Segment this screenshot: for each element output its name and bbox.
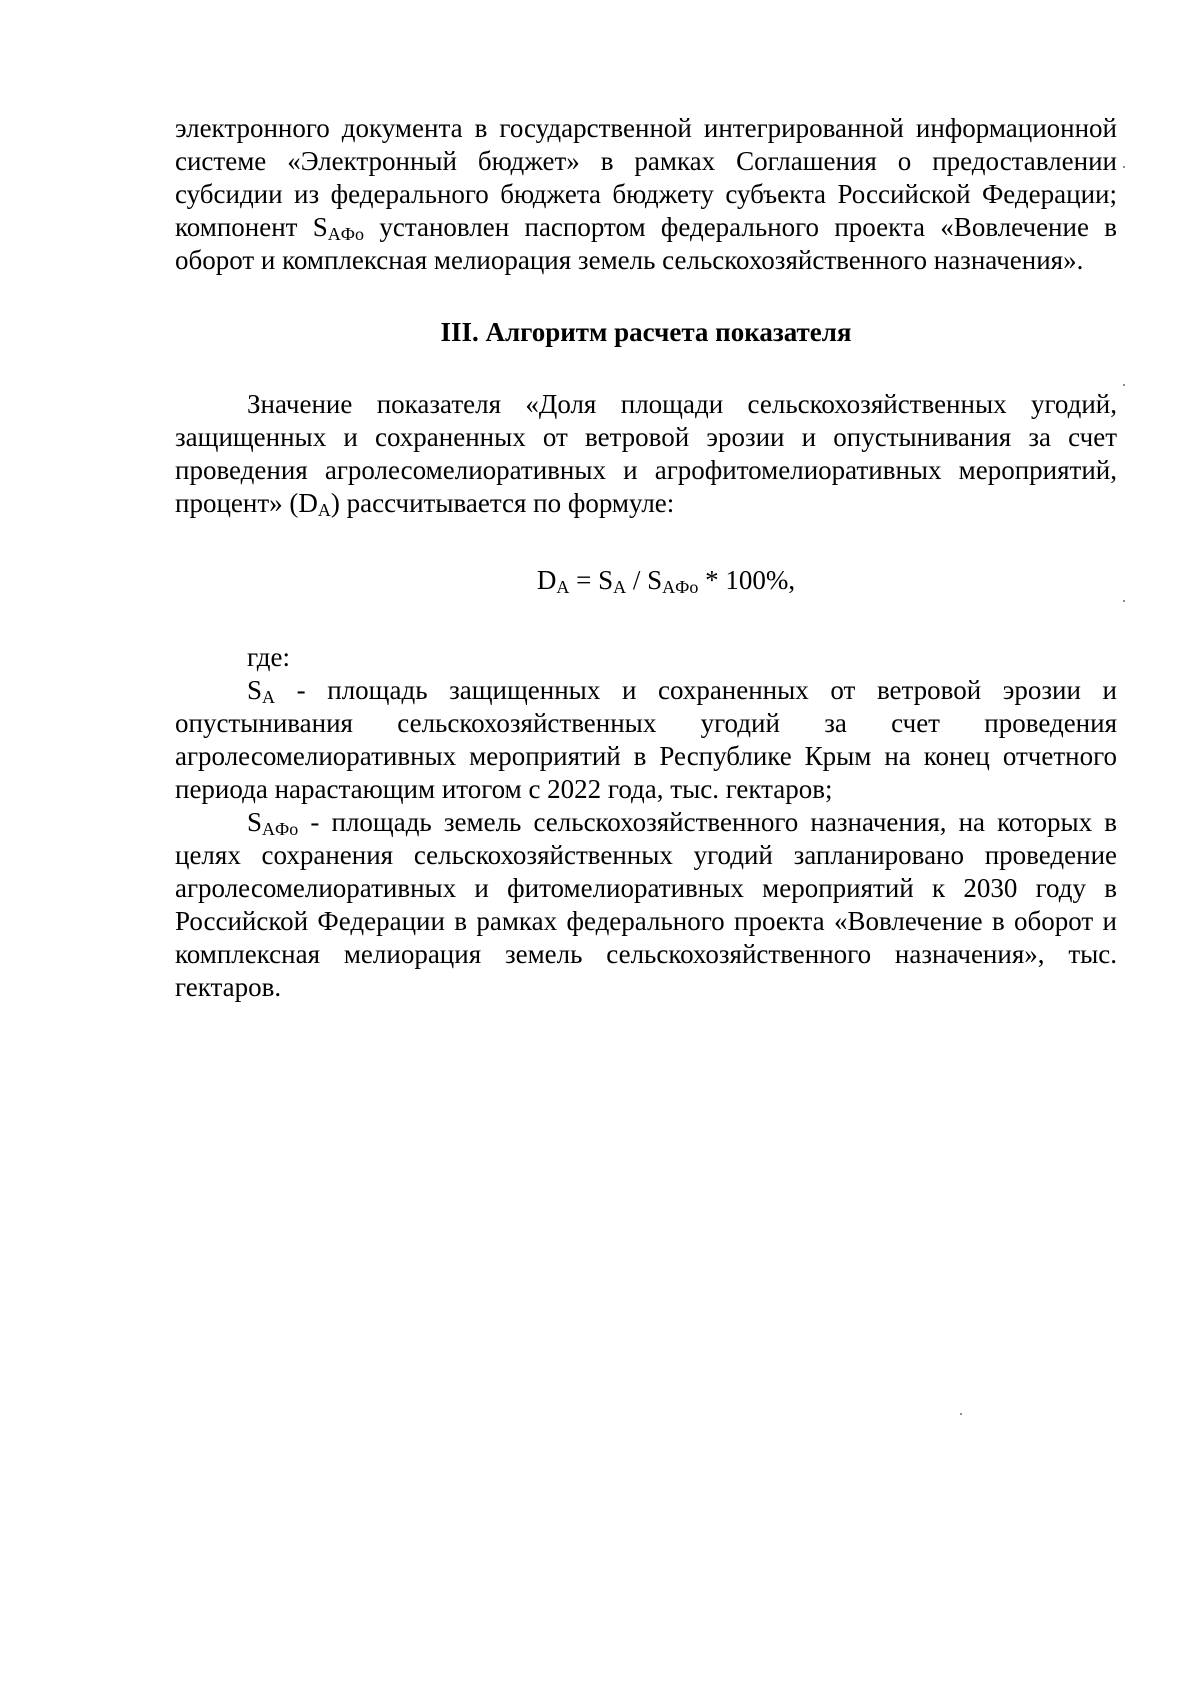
formula-d-subscript: A (556, 577, 570, 597)
formula-equals: = (569, 565, 599, 595)
formula-s-subscript: A (613, 577, 627, 597)
definition-safo-text: - площадь земель сельскохозяйственного назначения, на которых в целях сохранения сельскохозяйственных угодий запланировано проведение агролесомелиоративных и фитомелиоративных мероприятий к 2030 году в Российской Федерации в рамках федерального проекта «Вовлечение в оборот и комплексная мелиорация земель сельскохозяйственного назначения», тыс. гектаров. (175, 807, 1117, 1002)
value-paragraph (175, 388, 1117, 520)
value-text-part2: ) рассчитывается по формуле: (330, 488, 675, 518)
definition-safo-variable-subscript: AФо (262, 819, 299, 839)
document-body (175, 112, 1117, 1004)
formula-so-base: S (647, 565, 663, 595)
intro-variable-base: S (312, 212, 328, 242)
definition-safo-variable-base: S (247, 807, 263, 837)
intro-variable-subscript: AФо (327, 224, 365, 244)
scan-artifact-dot (960, 1413, 962, 1415)
formula-divide: / (626, 565, 648, 595)
section-title: III. Алгоритм расчета показателя (440, 317, 852, 347)
value-text-part1: Значение показателя «Доля площади сельскохозяйственных угодий, защищенных и сохраненных от ветровой эрозии и опустынивания за счет проведения агролесомелиоративных и агрофитомелиоративных мероприятий, процент» ( (175, 389, 1117, 518)
value-variable-base: D (298, 488, 318, 518)
scan-artifact-dot (1123, 384, 1125, 386)
scan-artifact-dot (1123, 166, 1125, 168)
where-label: где: (247, 642, 290, 672)
value-variable-subscript: A (317, 500, 331, 520)
definition-sa (175, 674, 1117, 806)
intro-variable (313, 212, 364, 242)
scan-artifact-dot (1123, 600, 1125, 602)
formula-tail: * 100%, (698, 565, 796, 595)
value-variable (298, 488, 331, 518)
formula-d-base: D (536, 565, 557, 595)
formula-so-subscript: AФо (662, 577, 699, 597)
definition-safo (175, 806, 1117, 1004)
definition-sa-text: - площадь защищенных и сохраненных от ветровой эрозии и опустынивания сельскохозяйственных угодий за счет проведения агролесомелиоративных мероприятий в Республике Крым на конец отчетного периода нарастающим итогом с 2022 года, тыс. гектаров; (175, 675, 1117, 804)
formula (175, 564, 1117, 597)
intro-paragraph (175, 112, 1117, 277)
definition-sa-variable-subscript: A (262, 687, 276, 707)
intro-text-part2: установлен паспортом федерального проекта «Вовлечение в оборот и комплексная мелиорация земель сельскохозяйственного назначения». (175, 212, 1117, 275)
formula-s-base: S (598, 565, 614, 595)
definition-sa-variable-base: S (247, 675, 263, 705)
intro-text-part1: электронного документа в государственной интегрированной информационной системе «Электронный бюджет» в рамках Соглашения о предоставлении субсидии из федерального бюджета бюджету субъекта Российской Федерации; компонент (175, 113, 1117, 242)
